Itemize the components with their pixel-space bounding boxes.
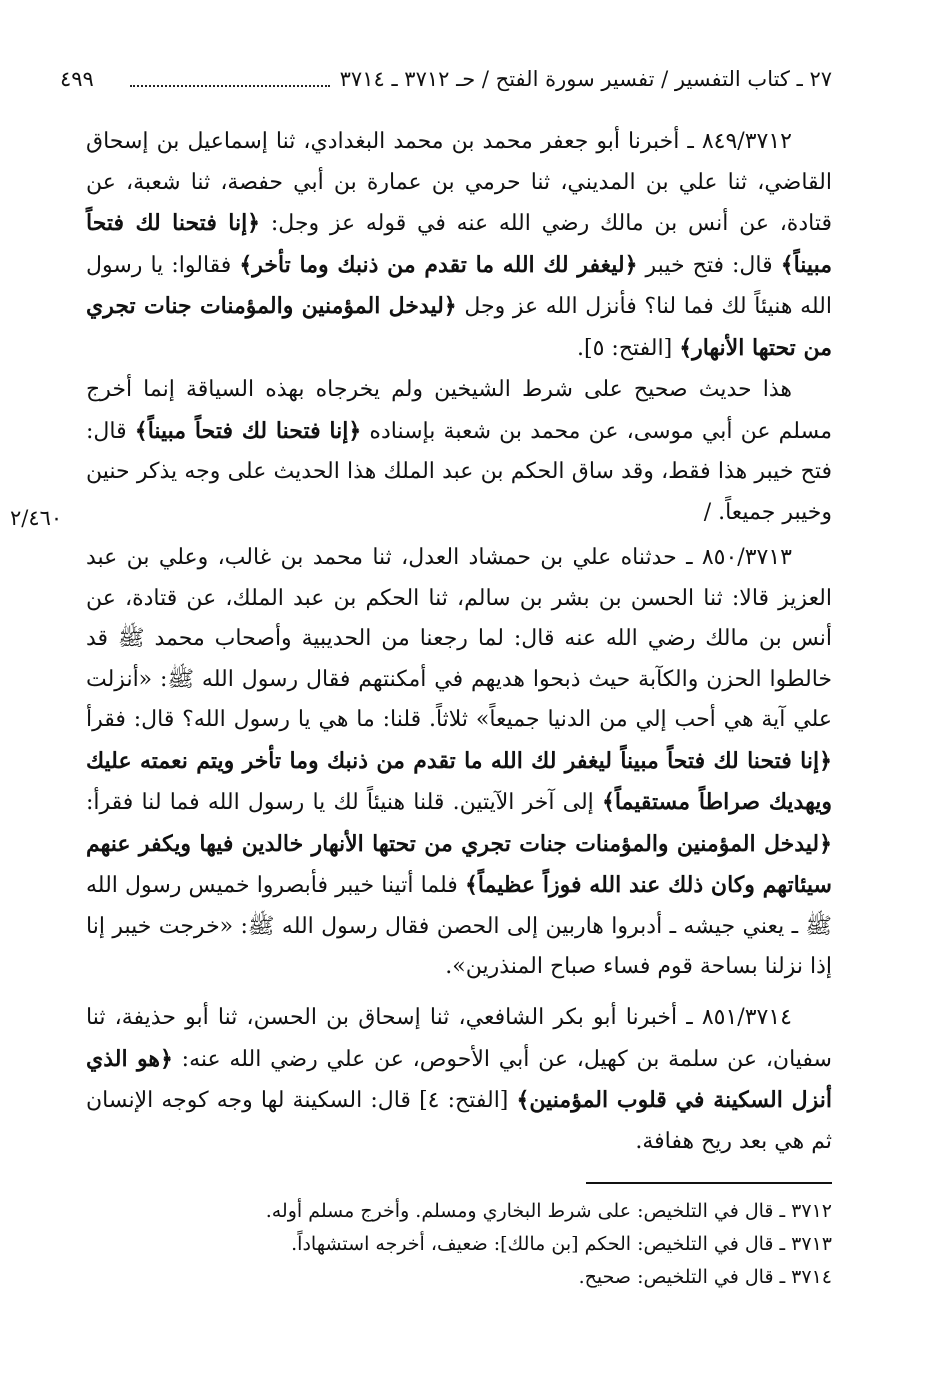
text-run: ٨٤٩/٣٧١٢ ـ أخبرنا أبو جعفر محمد بن محمد البغدادي، ثنا إسماعيل بن إسحاق القاضي، ثنا علي بن المديني، ثنا حرمي بن عمارة بن أبي حفصة، ثنا شعبة، عن قتادة، عن أنس بن مالك رضي الله عنه في قوله عز وجل: bbox=[86, 129, 832, 236]
text-run: ٨٥١/٣٧١٤ ـ أخبرنا أبو بكر الشافعي، ثنا إسحاق بن الحسن، ثنا أبو حذيفة، ثنا سفيان، عن سلمة بن كهيل، عن أبي الأحوص، عن علي رضي الله عنه: bbox=[86, 1005, 832, 1072]
text-run: [الفتح: ٤] قال: السكينة لها وجه كوجه الإنسان ثم هي بعد ريح هفافة. bbox=[86, 1088, 832, 1154]
text-run: قال: فتح خيبر هذا فقط، وقد ساق الحكم بن عبد الملك هذا الحديث على وجه يذكر حنين وخيبر جميعاً. / bbox=[86, 418, 832, 525]
footnote-3713: ٣٧١٣ ـ قال في التلخيص: الحكم [بن مالك]: ضعيف، أخرجه استشهاداً. bbox=[291, 1233, 832, 1255]
quran-verse: ﴿ليدخل المؤمنين والمؤمنات جنات تجري من تحتها الأنهار خالدين فيها ويكفر عنهم سيئاتهم وكان ذلك عند الله فوزاً عظيماً﴾ bbox=[86, 830, 832, 898]
hadith-3713 bbox=[86, 538, 832, 988]
header-dot-leader bbox=[130, 71, 330, 87]
quran-verse: ﴿إنا فتحنا لك فتحاً مبيناً ليغفر لك الله ما تقدم من ذنبك وما تأخر ويتم نعمته عليك ويهديك صراطاً مستقيماً﴾ bbox=[86, 747, 832, 815]
header-title: ٢٧ ـ كتاب التفسير / تفسير سورة الفتح / حـ ٣٧١٢ ـ ٣٧١٤ bbox=[339, 67, 832, 91]
hadith-3712-text bbox=[86, 122, 832, 369]
text-run: قال: فتح خيبر bbox=[637, 252, 781, 278]
text-run: فقالوا: يا رسول الله هنيئاً لك فما لنا؟ فأنزل الله عز وجل bbox=[86, 252, 832, 319]
margin-reference: ٢/٤٦٠ bbox=[10, 506, 63, 530]
text-run: فلما أتينا خيبر فأبصروا خميس رسول الله ﷺ ـ يعني جيشه ـ أدبروا هاربين إلى الحصن فقال رسول الله ﷺ: «خرجت خيبر إنا إذا نزلنا بساحة قوم فساء صباح المنذرين». bbox=[86, 873, 832, 979]
footnote-3712: ٣٧١٢ ـ قال في التلخيص: على شرط البخاري ومسلم. وأخرج مسلم أوله. bbox=[265, 1200, 832, 1222]
text-run: [الفتح: ٥]. bbox=[577, 335, 680, 361]
footnote-3714: ٣٧١٤ ـ قال في التلخيص: صحيح. bbox=[578, 1266, 832, 1288]
quran-verse: ﴿إنا فتحنا لك فتحاً مبيناً﴾ bbox=[86, 210, 832, 278]
footnotes bbox=[86, 1195, 832, 1294]
running-header bbox=[120, 64, 832, 94]
footnote-separator bbox=[586, 1182, 832, 1184]
quran-verse: ﴿إنا فتحنا لك فتحاً مبيناً﴾ bbox=[134, 417, 362, 444]
text-run: ٨٥٠/٣٧١٣ ـ حدثناه علي بن حمشاد العدل، ثنا محمد بن غالب، وعلي بن عبد العزيز قالا: ثنا الحسن بن بشر بن سالم، ثنا الحكم بن عبد الملك، عن قتادة، عن أنس بن مالك رضي الله عنه قال: لما رجعنا من الحديبية وأصحاب محمد ﷺ قد خالطوا الحزن والكآبة حيث ذبحوا هديهم في أمكنتهم فقال رسول الله ﷺ: «أنزلت علي آية هي أحب إلي من الدنيا جميعاً» ثلاثاً. قلنا: ما هي يا رسول الله؟ قال: فقرأ bbox=[86, 545, 832, 732]
quran-verse: ﴿هو الذي أنزل السكينة في قلوب المؤمنين﴾ bbox=[86, 1045, 833, 1113]
text-run: إلى آخر الآيتين. قلنا هنيئاً لك يا رسول الله فما لنا فقرأ: bbox=[86, 790, 602, 815]
page-number: ٤٩٩ bbox=[60, 67, 94, 91]
hadith-3714-text bbox=[86, 998, 832, 1162]
commentary-3712 bbox=[86, 370, 832, 533]
hadith-3712 bbox=[86, 122, 832, 369]
quran-verse: ﴿ليغفر لك الله ما تقدم من ذنبك وما تأخر﴾ bbox=[239, 251, 638, 278]
quran-verse: ﴿ليدخل المؤمنين والمؤمنات جنات تجري من تحتها الأنهار﴾ bbox=[86, 293, 832, 361]
commentary-text bbox=[86, 370, 832, 533]
hadith-3714 bbox=[86, 998, 832, 1162]
hadith-3713-text bbox=[86, 538, 832, 988]
text-run: هذا حديث صحيح على شرط الشيخين ولم يخرجاه بهذه السياقة إنما أخرج مسلم عن أبي موسى، عن محمد بن شعبة بإسناده bbox=[86, 377, 832, 444]
